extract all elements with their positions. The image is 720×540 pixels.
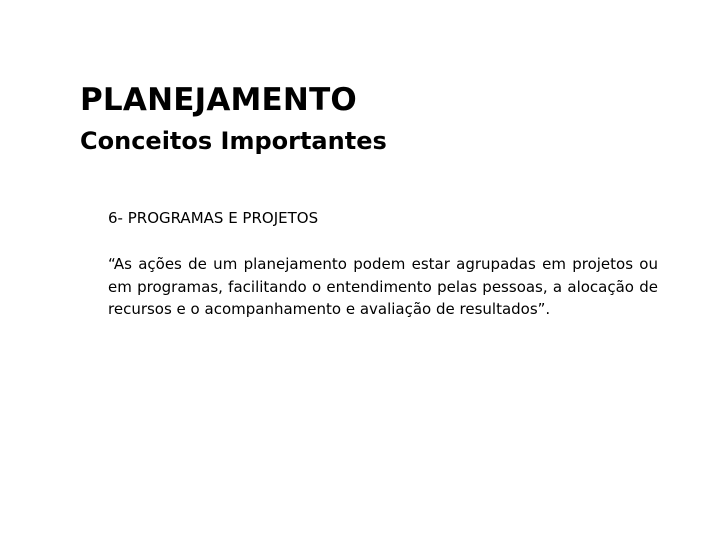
section-heading: 6- PROGRAMAS E PROJETOS	[108, 209, 319, 227]
slide-title: PLANEJAMENTO	[80, 82, 357, 118]
body-paragraph: “As ações de um planejamento podem estar agrupadas em projetos ou em programas, facilitando o entendimento pelas pessoas, a alocação de recursos e o acompanhamento e avaliação de resultados”.	[108, 255, 658, 318]
slide-subtitle: Conceitos Importantes	[80, 127, 387, 155]
